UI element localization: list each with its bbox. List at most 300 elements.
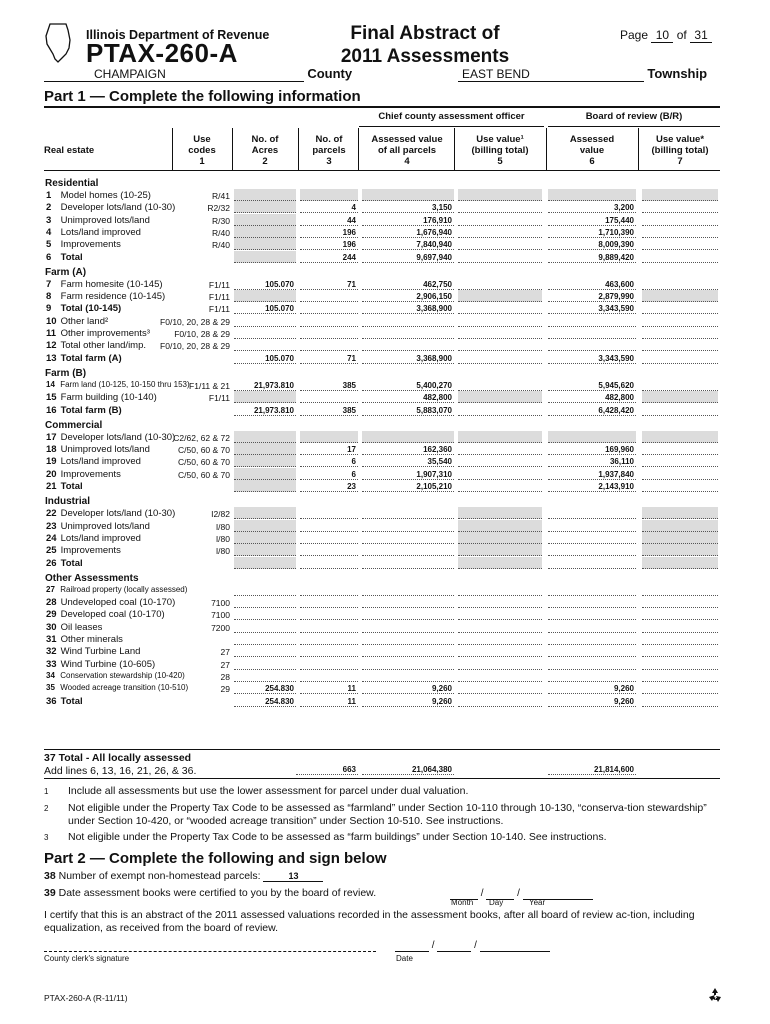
cell-br-uv[interactable]: [642, 380, 718, 391]
cell-uv[interactable]: [458, 279, 542, 290]
cell-acres[interactable]: [234, 634, 296, 645]
cell-av[interactable]: 1,907,310: [362, 469, 454, 480]
row-number: 31: [46, 634, 57, 645]
cell-av[interactable]: 9,260: [362, 683, 454, 694]
total-assessed-value[interactable]: 21,064,380: [362, 764, 454, 775]
cell-acres[interactable]: [234, 239, 296, 250]
cell-av[interactable]: 482,800: [362, 392, 454, 403]
cell-br-av[interactable]: [548, 432, 636, 443]
cell-br-av[interactable]: 169,960: [548, 444, 636, 455]
cell-av[interactable]: 3,150: [362, 202, 454, 213]
cell-br-uv[interactable]: [642, 659, 718, 670]
cell-acres[interactable]: [234, 291, 296, 302]
row-label: [46, 328, 150, 339]
cell-parcels[interactable]: 244: [300, 252, 358, 263]
cell-br-uv[interactable]: [642, 252, 718, 263]
cell-uv[interactable]: [458, 671, 542, 682]
cell-br-av[interactable]: 8,009,390: [548, 239, 636, 250]
col-header-line: 2: [262, 156, 268, 167]
cell-parcels[interactable]: 6: [300, 469, 358, 480]
cell-br-uv[interactable]: [642, 291, 718, 302]
cell-br-uv[interactable]: [642, 202, 718, 213]
cell-av[interactable]: [362, 545, 454, 556]
use-code: 7100: [211, 598, 230, 609]
cell-acres[interactable]: [234, 481, 296, 492]
cell-br-av[interactable]: [548, 508, 636, 519]
cell-br-uv[interactable]: [642, 622, 718, 633]
col-header-5: [456, 134, 544, 167]
sign-month-blank[interactable]: [395, 940, 429, 952]
cell-br-uv[interactable]: [642, 456, 718, 467]
cell-acres[interactable]: [234, 609, 296, 620]
cell-br-uv[interactable]: [642, 227, 718, 238]
row-label: [46, 671, 185, 680]
county-field[interactable]: CHAMPAIGN: [44, 67, 304, 82]
cell-parcels[interactable]: [300, 609, 358, 620]
line-39-number: 39: [44, 887, 56, 899]
cell-br-av[interactable]: 175,440: [548, 215, 636, 226]
col-header-2: [234, 134, 296, 167]
cell-uv[interactable]: [458, 634, 542, 645]
header-bottom-rule: [44, 170, 720, 171]
cell-uv[interactable]: [458, 444, 542, 455]
cell-acres[interactable]: [234, 432, 296, 443]
cell-br-av[interactable]: 3,343,590: [548, 303, 636, 314]
cell-uv[interactable]: [458, 558, 542, 569]
cell-br-uv[interactable]: [642, 190, 718, 201]
certified-date-field[interactable]: / /: [450, 888, 593, 900]
cell-acres[interactable]: [234, 456, 296, 467]
cell-br-uv[interactable]: [642, 683, 718, 694]
exempt-parcels-field[interactable]: 13: [263, 871, 323, 882]
row-description: Oil leases: [58, 621, 103, 633]
cell-av[interactable]: 9,260: [362, 696, 454, 707]
row-description: Developer lots/land (10-30): [58, 202, 176, 214]
cell-br-av[interactable]: 9,889,420: [548, 252, 636, 263]
cell-acres[interactable]: 105.070: [234, 279, 296, 290]
cell-uv[interactable]: [458, 481, 542, 492]
cell-uv[interactable]: [458, 227, 542, 238]
use-code: F1/11 & 21: [189, 380, 230, 391]
cell-uv[interactable]: [458, 380, 542, 391]
cell-av[interactable]: [362, 340, 454, 351]
cell-acres[interactable]: [234, 252, 296, 263]
sign-date-field[interactable]: / /: [395, 940, 550, 952]
cell-uv[interactable]: [458, 533, 542, 544]
cell-parcels[interactable]: [300, 597, 358, 608]
cell-av[interactable]: [362, 659, 454, 670]
row-label: [46, 432, 175, 443]
cell-uv[interactable]: [458, 432, 542, 443]
col-header-line: 6: [589, 156, 595, 167]
cell-br-uv[interactable]: [642, 353, 718, 364]
page-label: Page: [620, 28, 649, 42]
cell-parcels[interactable]: [300, 392, 358, 403]
cell-br-av[interactable]: [548, 340, 636, 351]
row-number: 14: [46, 379, 55, 389]
row-number: 16: [46, 404, 57, 416]
cell-uv[interactable]: [458, 353, 542, 364]
footnote-2-marker: 2: [44, 804, 49, 813]
cell-parcels[interactable]: [300, 291, 358, 302]
cell-br-uv[interactable]: [642, 597, 718, 608]
use-code: I/80: [215, 546, 230, 557]
col-header-line: Use value*: [655, 134, 705, 145]
cell-br-av[interactable]: [548, 545, 636, 556]
cell-av[interactable]: [362, 533, 454, 544]
cell-br-av[interactable]: 3,200: [548, 202, 636, 213]
cell-av[interactable]: [362, 521, 454, 532]
cell-av[interactable]: 162,360: [362, 444, 454, 455]
cell-uv[interactable]: [458, 340, 542, 351]
cell-br-av[interactable]: 9,260: [548, 683, 636, 694]
cell-br-uv[interactable]: [642, 533, 718, 544]
township-field[interactable]: EAST BEND: [458, 67, 644, 82]
cell-uv[interactable]: [458, 646, 542, 657]
cell-av[interactable]: [362, 634, 454, 645]
row-label: [46, 252, 83, 263]
cell-br-av[interactable]: [548, 646, 636, 657]
cell-av[interactable]: 2,906,150: [362, 291, 454, 302]
cell-br-av[interactable]: [548, 190, 636, 201]
cell-av[interactable]: 5,400,270: [362, 380, 454, 391]
cell-parcels[interactable]: [300, 646, 358, 657]
row-description: Developed coal (10-170): [58, 609, 165, 621]
cell-acres[interactable]: 254.830: [234, 696, 296, 707]
cell-uv[interactable]: [458, 303, 542, 314]
cell-br-uv[interactable]: [642, 521, 718, 532]
cell-br-av[interactable]: [548, 558, 636, 569]
row-label: [46, 545, 121, 556]
cell-br-av[interactable]: [548, 328, 636, 339]
cell-parcels[interactable]: [300, 634, 358, 645]
cell-acres[interactable]: [234, 558, 296, 569]
use-code: R/40: [212, 227, 230, 238]
cell-parcels[interactable]: [300, 316, 358, 327]
cell-av[interactable]: [362, 622, 454, 633]
cell-parcels[interactable]: [300, 432, 358, 443]
cell-br-uv[interactable]: [642, 545, 718, 556]
row-label: [46, 291, 165, 302]
cell-br-av[interactable]: [548, 622, 636, 633]
cell-br-av[interactable]: [548, 671, 636, 682]
cell-br-uv[interactable]: [642, 481, 718, 492]
cell-br-av[interactable]: 5,945,620: [548, 380, 636, 391]
cell-uv[interactable]: [458, 328, 542, 339]
cell-acres[interactable]: 105.070: [234, 303, 296, 314]
cell-acres[interactable]: [234, 622, 296, 633]
cell-uv[interactable]: [458, 405, 542, 416]
cell-acres[interactable]: 21,973.810: [234, 405, 296, 416]
cell-parcels[interactable]: 11: [300, 696, 358, 707]
cell-av[interactable]: 5,883,070: [362, 405, 454, 416]
row-description: Developer lots/land (10-30): [58, 431, 176, 443]
use-code: 27: [220, 647, 230, 658]
cell-br-uv[interactable]: [642, 609, 718, 620]
cell-av[interactable]: 9,697,940: [362, 252, 454, 263]
cell-br-av[interactable]: [548, 316, 636, 327]
cell-br-uv[interactable]: [642, 444, 718, 455]
cell-br-av[interactable]: 1,937,840: [548, 469, 636, 480]
row-number: 24: [46, 532, 57, 544]
cell-br-av[interactable]: 6,428,420: [548, 405, 636, 416]
row-description: Farm homesite (10-145): [58, 278, 163, 290]
row-label: [46, 683, 188, 692]
cell-br-av[interactable]: [548, 521, 636, 532]
cell-acres[interactable]: 254.830: [234, 683, 296, 694]
cell-br-uv[interactable]: [642, 696, 718, 707]
cell-parcels[interactable]: [300, 622, 358, 633]
cell-parcels[interactable]: [300, 328, 358, 339]
cell-br-av[interactable]: [548, 634, 636, 645]
cell-parcels[interactable]: 44: [300, 215, 358, 226]
col-divider: [298, 128, 299, 170]
row-label: [46, 622, 102, 633]
row-label: [46, 215, 150, 226]
cell-av[interactable]: [362, 585, 454, 596]
cell-acres[interactable]: [234, 328, 296, 339]
cell-br-av[interactable]: [548, 533, 636, 544]
cell-br-uv[interactable]: [642, 328, 718, 339]
cell-parcels[interactable]: [300, 545, 358, 556]
row-label: [46, 353, 122, 364]
cell-av[interactable]: [362, 432, 454, 443]
cell-br-av[interactable]: [548, 609, 636, 620]
cell-br-uv[interactable]: [642, 558, 718, 569]
cell-av[interactable]: [362, 508, 454, 519]
row-description: Total: [58, 695, 83, 707]
cell-uv[interactable]: [458, 202, 542, 213]
use-code: C/50, 60 & 70: [178, 445, 230, 456]
cell-av[interactable]: [362, 671, 454, 682]
cell-uv[interactable]: [458, 392, 542, 403]
cell-uv[interactable]: [458, 215, 542, 226]
cell-acres[interactable]: [234, 671, 296, 682]
cell-br-uv[interactable]: [642, 316, 718, 327]
cell-av[interactable]: 3,368,900: [362, 303, 454, 314]
sign-day-blank[interactable]: [437, 940, 471, 952]
cell-br-av[interactable]: 482,800: [548, 392, 636, 403]
cell-uv[interactable]: [458, 696, 542, 707]
cell-br-uv[interactable]: [642, 671, 718, 682]
cell-uv[interactable]: [458, 252, 542, 263]
cell-parcels[interactable]: 71: [300, 353, 358, 364]
cell-br-uv[interactable]: [642, 340, 718, 351]
county-line: [44, 66, 352, 82]
cell-uv[interactable]: [458, 609, 542, 620]
cell-uv[interactable]: [458, 622, 542, 633]
use-code: F1/11: [208, 393, 230, 404]
row-label: [46, 444, 150, 455]
row-number: 36: [46, 695, 57, 707]
cell-parcels[interactable]: [300, 340, 358, 351]
cell-uv[interactable]: [458, 659, 542, 670]
cell-br-av[interactable]: 463,600: [548, 279, 636, 290]
cell-uv[interactable]: [458, 190, 542, 201]
cell-br-av[interactable]: [548, 585, 636, 596]
group-header-bor: Board of review (B/R): [585, 111, 683, 122]
use-code: I/80: [215, 521, 230, 532]
row-description: Developer lots/land (10-30): [58, 508, 176, 520]
cell-br-uv[interactable]: [642, 508, 718, 519]
cell-parcels[interactable]: [300, 533, 358, 544]
total-instruction: Add lines 6, 13, 16, 21, 26, & 36.: [44, 765, 197, 777]
cell-br-av[interactable]: [548, 659, 636, 670]
form-title-line1: Final Abstract of: [350, 23, 500, 44]
cell-br-av[interactable]: 9,260: [548, 696, 636, 707]
cell-acres[interactable]: [234, 392, 296, 403]
cell-br-uv[interactable]: [642, 279, 718, 290]
cell-parcels[interactable]: 23: [300, 481, 358, 492]
cell-acres[interactable]: [234, 597, 296, 608]
col-header-line: Acres: [251, 145, 279, 156]
row-number: 21: [46, 481, 57, 492]
cell-av[interactable]: 35,540: [362, 456, 454, 467]
cell-br-av[interactable]: 36,110: [548, 456, 636, 467]
cell-av[interactable]: 176,910: [362, 215, 454, 226]
cell-parcels[interactable]: [300, 508, 358, 519]
cell-uv[interactable]: [458, 545, 542, 556]
cell-acres[interactable]: [234, 585, 296, 596]
col-divider: [454, 128, 455, 170]
row-number: 4: [46, 226, 52, 238]
cell-av[interactable]: [362, 316, 454, 327]
row-number: 22: [46, 508, 57, 520]
cell-acres[interactable]: [234, 508, 296, 519]
cell-br-av[interactable]: [548, 597, 636, 608]
cell-uv[interactable]: [458, 521, 542, 532]
form-title-line2: 2011 Assessments: [340, 46, 510, 67]
cell-av[interactable]: [362, 597, 454, 608]
total-parcels[interactable]: 663: [296, 764, 358, 775]
total-br-assessed-value[interactable]: 21,814,600: [548, 764, 636, 775]
row-description: Lots/land improved: [58, 456, 141, 468]
cell-br-uv[interactable]: [642, 405, 718, 416]
cell-parcels[interactable]: [300, 190, 358, 201]
cell-br-uv[interactable]: [642, 215, 718, 226]
cell-acres[interactable]: [234, 215, 296, 226]
cell-parcels[interactable]: [300, 659, 358, 670]
row-description: Conservation stewardship (10-420): [58, 670, 185, 680]
cell-av[interactable]: [362, 328, 454, 339]
cell-av[interactable]: 1,676,940: [362, 227, 454, 238]
signature-line[interactable]: [44, 951, 376, 952]
sign-year-blank[interactable]: [480, 940, 550, 952]
cell-br-av[interactable]: 3,343,590: [548, 353, 636, 364]
cell-br-uv[interactable]: [642, 646, 718, 657]
row-number: 20: [46, 468, 57, 480]
footnote-1-marker: 1: [44, 787, 49, 796]
cell-br-uv[interactable]: [642, 392, 718, 403]
cell-acres[interactable]: [234, 659, 296, 670]
cell-acres[interactable]: [234, 227, 296, 238]
cell-av[interactable]: [362, 190, 454, 201]
row-label: [46, 202, 175, 213]
cell-parcels[interactable]: 4: [300, 202, 358, 213]
cell-uv[interactable]: [458, 291, 542, 302]
cell-uv[interactable]: [458, 597, 542, 608]
cell-br-av[interactable]: 2,143,910: [548, 481, 636, 492]
cell-av[interactable]: [362, 646, 454, 657]
cell-uv[interactable]: [458, 239, 542, 250]
cell-uv[interactable]: [458, 469, 542, 480]
cell-av[interactable]: [362, 558, 454, 569]
cell-acres[interactable]: [234, 444, 296, 455]
cell-parcels[interactable]: [300, 303, 358, 314]
cell-br-uv[interactable]: [642, 239, 718, 250]
cell-uv[interactable]: [458, 508, 542, 519]
cell-acres[interactable]: [234, 545, 296, 556]
cell-parcels[interactable]: [300, 671, 358, 682]
line-39-label: Date assessment books were certified to you by the board of review.: [58, 887, 377, 899]
cell-acres[interactable]: 21,973.810: [234, 380, 296, 391]
section-heading: Farm (B): [45, 367, 87, 379]
cell-parcels[interactable]: 11: [300, 683, 358, 694]
cell-parcels[interactable]: [300, 558, 358, 569]
cell-av[interactable]: 3,368,900: [362, 353, 454, 364]
row-number: 13: [46, 352, 57, 364]
cell-acres[interactable]: [234, 533, 296, 544]
cell-parcels[interactable]: 196: [300, 227, 358, 238]
cell-br-av[interactable]: 2,879,990: [548, 291, 636, 302]
cell-uv[interactable]: [458, 585, 542, 596]
cell-acres[interactable]: [234, 521, 296, 532]
row-label: [46, 380, 190, 389]
cell-acres[interactable]: [234, 469, 296, 480]
form-revision: PTAX-260-A (R-11/11): [44, 993, 128, 1003]
cell-acres[interactable]: [234, 190, 296, 201]
cell-av[interactable]: [362, 609, 454, 620]
cell-parcels[interactable]: 385: [300, 380, 358, 391]
col-header-7: [640, 134, 720, 167]
row-description: Lots/land improved: [58, 532, 141, 544]
cell-uv[interactable]: [458, 316, 542, 327]
cell-br-uv[interactable]: [642, 634, 718, 645]
cell-acres[interactable]: [234, 316, 296, 327]
cell-parcels[interactable]: 385: [300, 405, 358, 416]
cell-parcels[interactable]: 196: [300, 239, 358, 250]
footnote-2: [44, 802, 714, 828]
cell-br-av[interactable]: 1,710,390: [548, 227, 636, 238]
page-total[interactable]: 31: [690, 28, 712, 43]
page-current[interactable]: 10: [651, 28, 673, 43]
row-number: 23: [46, 520, 57, 532]
cell-parcels[interactable]: [300, 521, 358, 532]
cell-uv[interactable]: [458, 683, 542, 694]
cell-br-uv[interactable]: [642, 432, 718, 443]
use-code: 7200: [211, 622, 230, 633]
cell-acres[interactable]: [234, 340, 296, 351]
page-of-label: of: [676, 28, 687, 42]
cell-acres[interactable]: [234, 646, 296, 657]
cell-av[interactable]: 7,840,940: [362, 239, 454, 250]
cell-parcels[interactable]: 6: [300, 456, 358, 467]
cell-parcels[interactable]: 71: [300, 279, 358, 290]
row-description: Lots/land improved: [58, 226, 141, 238]
cell-parcels[interactable]: [300, 585, 358, 596]
cell-acres[interactable]: 105.070: [234, 353, 296, 364]
cell-br-uv[interactable]: [642, 303, 718, 314]
col-header-line: codes: [188, 145, 216, 156]
cell-av[interactable]: 462,750: [362, 279, 454, 290]
cell-acres[interactable]: [234, 202, 296, 213]
cell-av[interactable]: 2,105,210: [362, 481, 454, 492]
cell-uv[interactable]: [458, 456, 542, 467]
cell-br-uv[interactable]: [642, 469, 718, 480]
row-description: Unimproved lots/land: [58, 444, 150, 456]
cell-parcels[interactable]: 17: [300, 444, 358, 455]
cell-br-uv[interactable]: [642, 585, 718, 596]
